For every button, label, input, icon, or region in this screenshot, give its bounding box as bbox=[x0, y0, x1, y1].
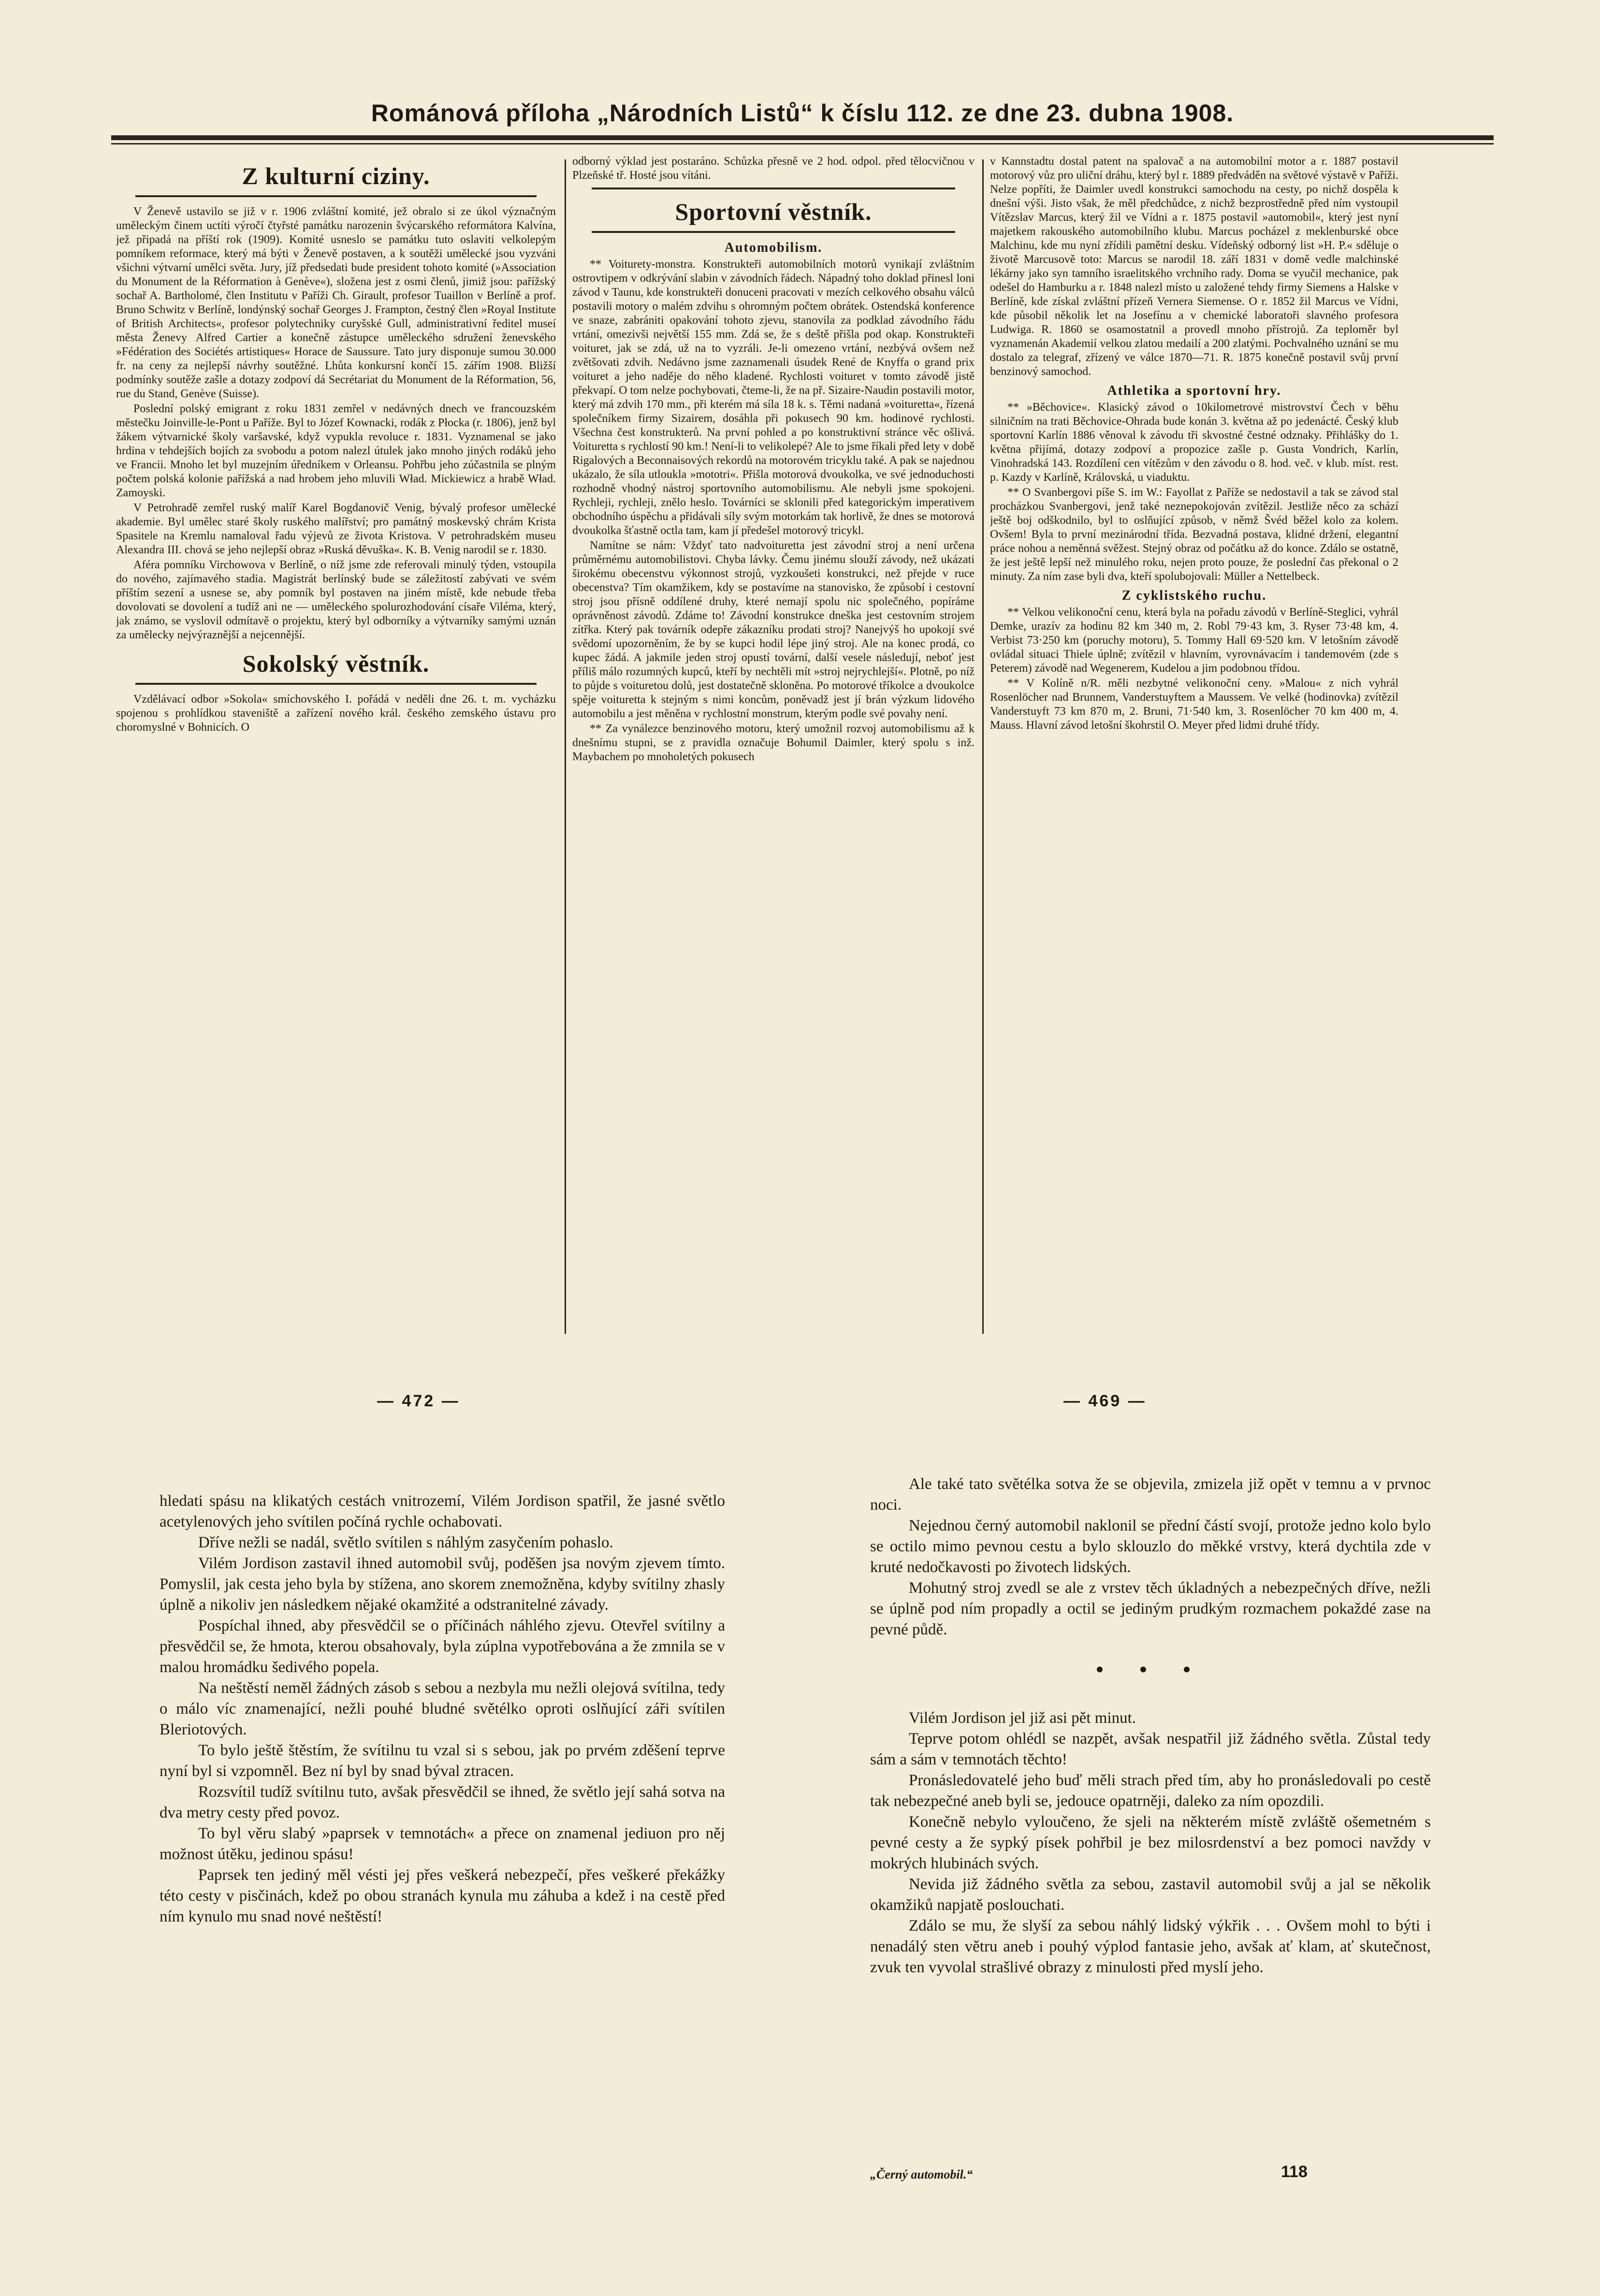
serial-paragraph: Mohutný stroj zvedl se ale z vrstev těch úkladných a nebezpečných dříve, nežli se úplně pod ním propadly a octil se jediným prudkým rozmachem pokaždé zase na pevné půdě. bbox=[870, 1579, 1431, 1638]
article-paragraph: ** »Běchovice«. Klasický závod o 10kilometrové mistrovství Čech v běhu silničním na trati Běchovice-Ohrada bude konán 3. května až po jedenácté. Český klub sportovní Karlín 1886 věnoval k závodu tři skvostné čestné odznaky. Přihlášky do 1. května přijímá, dotazy zodpoví a propozice zašle p. Gusta Vondrich, Karlín, Vinohradská 143. Rozdílení cen vítězům v den závodu o 8. hod. več. v klub. míst. rest. p. Kazdy v Karlíně, Královská, u viaduktu. bbox=[990, 401, 1398, 484]
header-rule bbox=[111, 135, 1494, 140]
section-title: Z kulturní ciziny. bbox=[242, 162, 430, 189]
section-rule bbox=[592, 188, 955, 189]
serial-left bbox=[160, 1491, 725, 2216]
column-divider bbox=[565, 159, 566, 1334]
article-paragraph: Namítne se nám: Vždyť tato nadvoituretta jest závodní stroj a není určena průměrnému automobilistovi. Chyba lávky. Čemu jinému slouží závody, než ukázati širokému obecenstvu výkonnost strojů, vyzkoušeti konstrukci, než přejde v ruce obecenstva? Tím okamžikem, kdy se postavíme na stanovisko, že způsobí i cestovní stroj jsou přísně oddílené druhy, které nemají spolu nic společného, popíráme oprávněnost závodů. Zdáme to! Závodní konstrukce dneška jest cestovním strojem zítřka. Který pak továrník odepře zákazníku prodati stroj? Nanejvýš ho upokojí své svědomí upozorněním, že by se kupci hodil lépe jiný stroj. Ale na konec prodá, co kupec žádá. A jakmile jeden stroj opustí tovární, další vesele následují, neboť jest příliš málo rozumných kupců, kteří by nechtěli mít »stroj nejrychlejší«. Plotně, po níž to půjde s voituretou dolů, jest dostatečně skloněna. Po motorové tříkolce a dvoukolce spěje voituretta k stejným s nimi koncům, poněvadž jest jí brán výzkum lidového automobilu a jest měněna v rychlostní monstrum, kterým podle své povahy není. bbox=[572, 539, 975, 720]
article-paragraph: Poslední polský emigrant z roku 1831 zemřel v nedávných dnech ve francouzském městečku Joinville-le-Pont u Paříže. Byl to Józef Kownacki, rodák z Płocka (r. 1806), jenž byl žákem výtvarnické školy varšavské, když vypukla revoluce r. 1831. Vyznamenal se jako hrdina v tehdejších bojích za svobodu a potom nalezl útulek jako mnoho jiných rodáků jeho ve Francii. Mnoho let byl muzejním úředníkem v Orleansu. Pohřbu jeho zúčastnila se plným počtem polská kolonie pařížská a nad hrobem jeho mluvili Wład. Mickiewicz a hrabě Wład. Zamoyski. bbox=[116, 403, 556, 499]
page-header: Románová příloha „Národních Listů“ k číslu 112. ze dne 23. dubna 1908. bbox=[371, 100, 1234, 127]
serial-paragraph: Nevida již žádného světla za sebou, zastavil automobil svůj a jal se několik okamžiků napjatě poslouchati. bbox=[870, 1876, 1431, 1914]
serial-paragraph: Pospíchal ihned, aby přesvědčil se o příčinách náhlého zjevu. Otevřel svítilny a přesvědčil se, že hmota, kterou obsahovaly, byla zúplna vypotřebována a že zmnila se v malou hromádku šedivého popela. bbox=[160, 1617, 725, 1676]
article-paragraph: ** Voiturety-monstra. Konstrukteři automobilních motorů vynikají zvláštním ostrovtipem v odkrývání slabin v závodních řádech. Nápadný toho doklad přinesl loni závod v Taunu, kde konstrukteři donuceni pracovati v mezích celkového obsahu válců postavili motory o malém zdvihu s ohromným počtem obrátek. Ostendská konference ve snaze, zabrániti opakování tohoto zjevu, stanovila za podklad závodního řádu vrtání, omezivši největší 155 mm. Zdá se, že s deště přišla pod okap. Konstrukteři voituret, jak se zdá, už na to vyzráli. Je-li omezeno vrtání, nezbývá ovšem než zvětšovati zdvih. Nedávno jsme zaznamenali úsudek René de Knyffa o grand prix voituret a jeho naděje do něho kladené. Rychlosti voituret v tomto závodě jistě překvapí. O tom nelze pochybovati, čteme-li, že na př. Sizaire-Naudin postavili motor, který má zdvih 170 mm., při kterém má síla 18 k. s. Těmi nadaná »voituretta«, řízená společníkem firmy Sizairem, dosáhla při pokusech 90 km. hodinové rychlosti. Všechna čest konstrukterů. Na první pohled a po konstruktivní stránce věc ošlivá. Voituretta s rychlostí 90 km.! Není-li to velikolepé? Ale to jsme říkali před lety v době Rigalových a Beconnaisových rekordů na motorovém tricyklu také. A pak se najednou ukázalo, že síla utloukla »mototri«. Přišla motorová dvoukolka, ve své jednoduchosti rozhodně vhodný nástroj sportovního automobilismu. Ale nebyli jsme spokojeni. Rychleji, rychleji, znělo heslo. Továrníci se sklonili před kategorickým imperativem obchodního úspěchu a přidávali síly svým motorkám tak horlivě, že dnes se motorová dvoukolka šťastně octla tam, kam jí předešel motorový tricykl. bbox=[572, 258, 975, 537]
serial-paragraph: Paprsek ten jediný měl vésti jej přes veškerá nebezpečí, přes veškeré překážky této cesty v pisčinách, kdež po obou stranách kynula mu záhuba a kdež i na cestě před ním kynulo mu snad nové neštěstí! bbox=[160, 1866, 725, 1925]
section-rule bbox=[135, 195, 537, 197]
column-divider bbox=[982, 159, 984, 1334]
serial-source: „Černý automobil.“ bbox=[870, 2167, 973, 2181]
serial-paragraph: Nejednou černý automobil naklonil se přední částí svojí, protože jedno kolo bylo se octilo mimo pevnou cestu a bylo sklouzlo do měkké vrstvy, která dychtila zde v kruté nedočkavosti po životech lidských. bbox=[870, 1517, 1431, 1576]
subsection-title: Athletika a sportovní hry. bbox=[1107, 383, 1281, 398]
serial-paragraph: Pronásledovatelé jeho buď měli strach před tím, aby ho pronásledovali po cestě tak nebezpečné aneb byli se, jedouce opatrněji, daleko za ním opozdili. bbox=[870, 1772, 1431, 1810]
serial-right bbox=[870, 1474, 1431, 2160]
subsection-title: Z cyklistského ruchu. bbox=[1121, 588, 1267, 603]
header-rule-thin bbox=[111, 143, 1494, 144]
serial-paragraph: To byl věru slabý »paprsek v temnotách« a přece on znamenal jediuon pro něj možnost útěku, jedinou spásu! bbox=[160, 1825, 725, 1863]
article-paragraph: V Petrohradě zemřel ruský malíř Karel Bogdanovič Venig, bývalý profesor umělecké akademie. Byl umělec staré školy ruského malířství; pro památný moskevský chrám Krista Spasitele na Kremlu namaloval řadu výjevů ze života Kristova. V petrohradském museu Alexandra III. chová se jeho nejlepší obraz »Ruská děvuška«. K. B. Venig narodil se r. 1830. bbox=[116, 502, 556, 556]
serial-paragraph: Vilém Jordison zastavil ihned automobil svůj, poděšen jsa novým zjevem tímto. Pomyslil, jak cesta jeho byla by stížena, ano skorem znemožněna, kdyby svítilny zhasly úplně a nikoliv jen následkem nějaké okamžité a odstranitelné závady. bbox=[160, 1555, 725, 1614]
article-paragraph: Vzdělávací odbor »Sokola« smíchovského I. pořádá v neděli dne 26. t. m. vycházku spojenou s prohlídkou staveniště a zařízení nového král. českého zemského ústavu pro choromyslné v Bohnicích. O bbox=[116, 693, 556, 734]
article-paragraph: v Kannstadtu dostal patent na spalovač a na automobilní motor a r. 1887 postavil motorový vůz pro uliční dráhu, který byl r. 1889 předváděn na světové výstavě v Paříži. Nelze popříti, že Daimler uvedl konstrukci samochodu na cesty, po nichž dospěla k dnešní výši. Jisto však, že měl předchůdce, z nichž bezprostředně před ním vystoupil Vítězslav Marcus, který žil ve Vídni a r. 1875 postavil »automobil«, který jest nyní majetkem rakouského automobilního klubu. Marcus pocházel z meklenburské obce Malchinu, kde mu nyní zřídili pamětní desku. Vídeňský odborný list »H. P.« sděluje o životě Marcusově toto: Marcus se narodil 18. září 1831 v domě vedle malchinské lékárny jako syn tamního israelitského vrchního rady. Doma se vyučil mechanice, pak odešel do Hamburku a r. 1848 nalezl místo u založené tehdy firmy Siemens a Halske v Berlíně, kde získal zvláštní přízeň Vernera Siemense. O r. 1852 žil Marcus ve Vídni, kde působil několik let na Josefínu a v chemické laboratoři slavného profesora Ludwiga. R. 1860 se osamostatnil a provedl mnoho přístrojů. Za teploměr byl vyznamenán Akademií velkou zlatou medailí a 200 zlatými. Pochvalného uznání se mu dostalo za telegraf, zřízený ve válce 1870—71. R. 1875 konečně postavil svůj první benzinový samochod. bbox=[990, 155, 1398, 378]
serial-paragraph: Rozsvítil tudíž svítilnu tuto, avšak přesvědčil se ihned, že světlo její sahá sotva na dva metry cesty před povoz. bbox=[160, 1783, 725, 1821]
article-paragraph: ** Za vynálezce benzinového motoru, který umožnil rozvoj automobilismu až k dnešnímu stupni, se z pravidla označuje Bohumil Daimler, který spolu s inž. Maybachem po mnoholetých pokusech bbox=[572, 722, 975, 763]
section-title: Sokolský věstník. bbox=[242, 650, 430, 677]
subsection-title: Automobilism. bbox=[724, 240, 823, 255]
article-paragraph: ** O Svanbergovi píše S. im W.: Fayollat z Paříže se nedostavil a tak se závod stal procházkou Svanbergovi, jenž také neznepokojován zvítězil. Jestliže něco za schází ještě boj odškodnilo, byl to oslňující způsob, v němž Švéd běžel kolo za kolem. Ovšem! Byla to první mezinárodní třída. Bezvadná postava, klidné držení, elegantní práce nohou a neměnná svěžest. Stejný obraz od počátku až do konce. Zdálo se ostatně, že jest ještě lepší než minulého roku, nejen proto pouze, že poslední čas překonal o 2 minuty. Za ním zase byli dva, kteří spolubojovali: Müller a Nettelbeck. bbox=[990, 486, 1398, 583]
article-paragraph: ** Velkou velikonoční cenu, která byla na pořadu závodů v Berlíně-Steglici, vyhrál Demke, urazív za hodinu 82 km 340 m, 2. Robl 79·43 km, 3. Ryser 73·48 km, 4. Verbist 73·250 km (poruchy motoru), 5. Tommy Hall 69·520 km. V letošním závodě ovládal situaci Thiele úplně; zvítězil v hlavním, vyrovnávacím i tandemovém (zde s Peterem) závodě nad Wegenerem, Kudelou a jim podobnou třídou. bbox=[990, 606, 1398, 675]
column-culture bbox=[116, 155, 556, 1334]
section-rule bbox=[135, 683, 537, 685]
serial-paragraph: Vilém Jordison jel již asi pět minut. bbox=[909, 1709, 1136, 1727]
article-paragraph: V Ženevě ustavilo se již v r. 1906 zvláštní komité, jež obralo si ze úkol význačným uměleckým činem uctíti výročí čtyřsté památku narozenin švýcarského reformátora Kalvína, jež připadá na příští rok (1909). Komité usneslo se památku tuto oslaviti velkolepým pomníkem reformace, který má býti v Ženevě postaven, a k soutěži umělecké jsou vyzváni všichni výtvarní umělci světa. Jury, jíž předsedati bude president tohoto komité (»Association du Monument de la Réformation à Genève«), složena jest z osmi členů, jimiž jsou: pařížský sochař A. Bartholomé, člen Institutu v Paříži Ch. Girault, profesor Tuaillon v Berlíně a prof. Bruno Schwitz v Berlíně, londýnský sochař Georges J. Frampton, čestný člen »Royal Institute of British Architects«, profesor polytechniky curyšské Gull, administrativní ředitel museí města Ženevy Alfred Cartier a konečně zástupce uměleckého sdružení ženevského »Fédération des Sociétés artistiques« Horace de Saussure. Tato jury disponuje sumou 30.000 fr. na ceny za nejlepší návrhy soutěžné. Lhůta konkursní končí 15. zářím 1908. Bližší podmínky soutěže zašle a dotazy zodpoví dá Secrétariat du Monument de la Réformation, 56, rue du Stand, Genève (Suisse). bbox=[116, 205, 556, 400]
article-paragraph: Aféra pomníku Virchowova v Berlíně, o níž jsme zde referovali minulý týden, vstoupila do nového, zajímavého stadia. Magistrát berlínský bude se záležitostí zabývati ve svém příštím sezení a usnese se, aby pomník byl postaven na jiném místě, kde nebude třeba dovolovati se dovolení a tudíž ani ne — uměleckého spolurozhodování císaře Viléma, který, jak známo, se vyslovil odmítavě o projektu, který byl odborníky a výtvarníky samými uznán za umělecky nejvýraznější a nejcennější. bbox=[116, 559, 556, 641]
page-number-right: — 469 — bbox=[1063, 1392, 1147, 1410]
serial-paragraph: hledati spásu na klikatých cestách vnitrozemí, Vilém Jordison spatřil, že jasné světlo acetylenových jeho svítilen počíná rychle ochabovati. bbox=[160, 1492, 725, 1531]
serial-paragraph: Ale také tato světélka sotva že se objevila, zmizela již opět v temnu a v prvnoc noci. bbox=[870, 1475, 1431, 1514]
serial-paragraph: Zdálo se mu, že slyší za sebou náhlý lidský výkřik . . . Ovšem mohl to býti i nenadálý sten větru aneb i pouhý výplod fantasie jeho, avšak ať klam, ať skutečnost, zvuk ten vyvolal strašlivé obrazy z minulosti před myslí jeho. bbox=[870, 1917, 1431, 1976]
serial-paragraph: Teprve potom ohlédl se nazpět, avšak nespatřil již žádného světla. Zůstal tedy sám a sám v temnotách těchto! bbox=[870, 1730, 1431, 1768]
article-paragraph: odborný výklad jest postaráno. Schůzka přesně ve 2 hod. odpol. před tělocvičnou v Plzeňské tř. Hosté jsou vítáni. bbox=[572, 155, 975, 182]
serial-paragraph: Na neštěstí neměl žádných zásob s sebou a nezbyla mu nežli olejová svítilna, tedy o málo víc znamenající, nežli pouhé bludné světélko oproti oslňující záři svítilen Bleriotových. bbox=[160, 1679, 725, 1738]
column-sport bbox=[572, 155, 975, 1334]
section-break-dots: • • • bbox=[1095, 1656, 1206, 1683]
section-rule bbox=[592, 231, 955, 233]
serial-paragraph: Konečně nebylo vyloučeno, že sjeli na některém místě zvláště ošemetném s pevné cesty a že sypký písek pohřbil je bez milosrdenství a bez pomoci navždy v mokrých hlubinách svých. bbox=[870, 1813, 1431, 1872]
article-paragraph: ** V Kolíně n/R. měli nezbytné velikonoční ceny. »Malou« z nich vyhrál Rosenlöcher nad Brunnem, Vanderstuyftem a Maussem. Ve velké (hodinovka) zvítězil Vanderstuyft 73 km 870 m, 2. Bruni, 71·540 km, 3. Rosenlöcher 70 km 400 m, 4. Mauss. Hlavní závod letošní škohrstil O. Meyer před lidmi druhé třídy. bbox=[990, 677, 1398, 732]
column-sport-cont bbox=[990, 155, 1398, 1334]
section-title: Sportovní věstník. bbox=[675, 198, 872, 225]
serial-paragraph: To bylo ještě štěstím, že svítilnu tu vzal si s sebou, jak po prvém zděšení teprve nyní byl si vzpomněl. Bez ní byl by snad býval ztracen. bbox=[160, 1742, 725, 1780]
page-number-left: — 472 — bbox=[377, 1392, 460, 1410]
sheet-number: 118 bbox=[1281, 2163, 1308, 2181]
serial-paragraph: Dříve nežli se nadál, světlo svítilen s náhlým zasyčením pohaslo. bbox=[198, 1534, 613, 1551]
